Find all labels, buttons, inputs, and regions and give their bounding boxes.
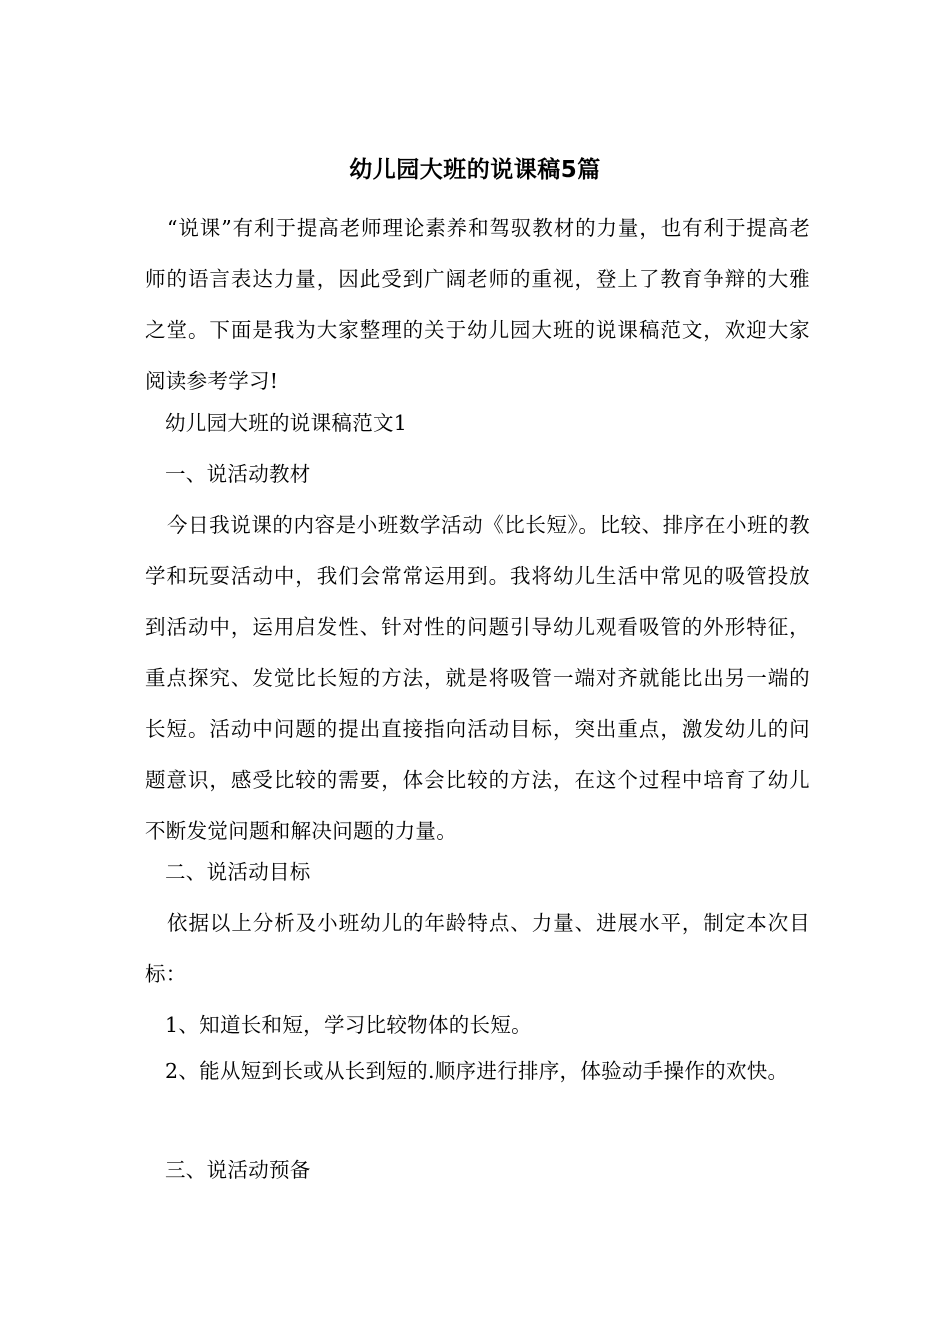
sample-heading: 幼儿园大班的说课稿范文1 [165,411,408,435]
section2-paragraph: 依据以上分析及小班幼儿的年龄特点、力量、进展水平，制定本次目标： [145,911,810,986]
goal-item-1: 1、知道长和短，学习比较物体的长短。 [165,1013,532,1037]
section1-heading: 一、说活动教材 [165,462,311,486]
section3-heading: 三、说活动预备 [165,1158,311,1182]
document-title: 幼儿园大班的说课稿5篇 [349,157,601,183]
section1-paragraph: 今日我说课的内容是小班数学活动《比长短》。比较、排序在小班的教学和玩耍活动中，我们会常常运用到。我将幼儿生活中常见的吸管投放到活动中，运用启发性、针对性的问题引导幼儿观看吸管的外形特征，重点探究、发觉比长短的方法，就是将吸管一端对齐就能比出另一端的长短。活动中问题的提出直接指向活动目标，突出重点，激发幼儿的问题意识，感受比较的需要，体会比较的方法，在这个过程中培育了幼儿不断发觉问题和解决问题的力量。 [145,513,810,843]
intro-paragraph: “说课”有利于提高老师理论素养和驾驭教材的力量，也有利于提高老师的语言表达力量，因此受到广阔老师的重视，登上了教育争辩的大雅之堂。下面是我为大家整理的关于幼儿园大班的说课稿范文，欢迎大家阅读参考学习! [145,216,810,393]
goal-item-2: 2、能从短到长或从长到短的.顺序进行排序，体验动手操作的欢快。 [165,1059,789,1083]
section2-heading: 二、说活动目标 [165,860,311,884]
